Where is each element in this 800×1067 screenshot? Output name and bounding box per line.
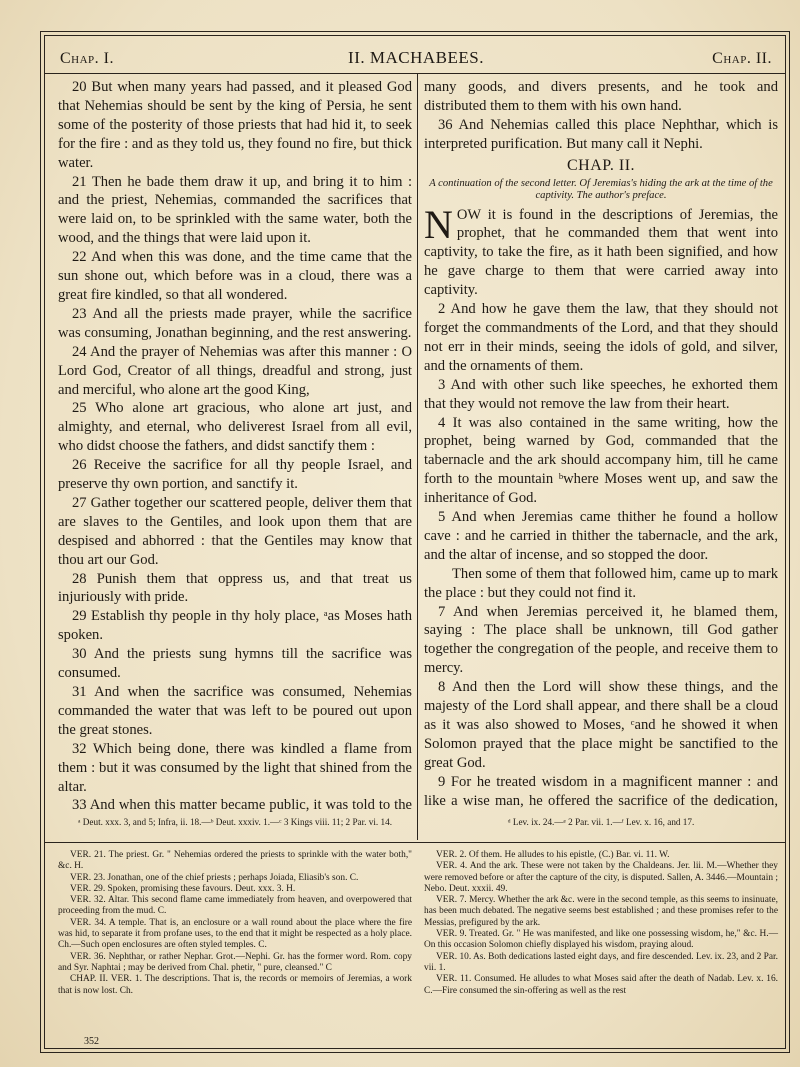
- header-left: Chap. I.: [60, 50, 115, 67]
- column-divider: [417, 74, 418, 840]
- verse: 29 Establish thy people in thy holy place, ᵃas Moses hath spoken.: [58, 608, 412, 644]
- verse: 33 And when this matter became public, it was told to the: [72, 797, 412, 813]
- left-column: [58, 78, 412, 813]
- note: VER. 4. And the ark. These were not taken by the Chaldeans. Jer. lii. M.—Whether they were removed before or after the capture of the city, is disputed. Sallen, A. 3446.—Mountain ; Nebo. Deut. xxxii. 49.: [424, 861, 778, 894]
- chapter-title: CHAP. II.: [566, 156, 636, 174]
- verse: 9 For he treated wisdom in a magnificent manner : and like a wise man, he offered the sacrifice of the dedication,: [424, 773, 778, 809]
- note: VER. 7. Mercy. Whether the ark &c. were in the second temple, as this seems to insinuate, has been much debated. The negative seems best established ; and these promises refer to the Messias, prefigured by the ark.: [424, 895, 778, 928]
- verse: 28 Punish them that oppress us, and that treat us injuriously with pride.: [58, 570, 412, 606]
- verse: Then some of them that followed him, came up to mark the place : but they could not find it.: [424, 565, 778, 601]
- chapter-summary: A continuation of the second letter. Of Jeremias's hiding the ark at the time of the captivity. The author's preface.: [429, 177, 773, 202]
- note: VER. 32. Altar. This second flame came immediately from heaven, and overpowered that proceeding from the mud. C.: [58, 895, 412, 917]
- verse: 2 And how he gave them the law, that they should not forget the commandments of the Lord, and that they should not err in their minds, seeing the idols of gold, and silver, and the ornaments of them.: [424, 301, 778, 374]
- verse: 27 Gather together our scattered people, deliver them that are slaves to the Gentiles, and look upon them that are despised and abhorred : that the Gentiles may know that thou art our God.: [58, 494, 412, 568]
- header-title: II. MACHABEES.: [348, 48, 484, 67]
- notes-rule: [44, 842, 786, 843]
- note: CHAP. II. VER. 1. The descriptions. That is, the records or memoirs of Jeremias, a work that is now lost. Ch.: [58, 974, 412, 996]
- verse: 20 But when many years had passed, and it pleased God that Nehemias should be sent by the king of Persia, he sent some of the posterity of those priests that had hid it, to seek for the fire : and as they told us, they found no fire, but thick water.: [58, 79, 412, 171]
- commentary-right: [424, 850, 778, 997]
- verse: 5 And when Jeremias came thither he found a hollow cave : and he carried in thither the tabernacle, and the ark, and the altar of incense, and so stopped the door.: [424, 509, 778, 563]
- note: VER. 36. Nephthar, or rather Nephar. Grot.—Nephi. Gr. has the former word. Rom. copy and Syr. Naphtai ; may be derived from Chal. phetir, " pure, cleansed." C: [58, 951, 412, 973]
- running-header: [60, 46, 772, 70]
- verse: 31 And when the sacrifice was consumed, Nehemias commanded the water that was left to be poured out upon the great stones.: [58, 684, 412, 738]
- right-column: [424, 78, 778, 813]
- verse: 8 And then the Lord will show these things, and the majesty of the Lord shall appear, and there shall be a cloud as it was also showed to Moses, ᶜand he showed it when Solomon prayed that the place might be sanctified to the great God.: [424, 679, 778, 771]
- cross-references-right: ᵈ Lev. ix. 24.—ᵉ 2 Par. vii. 1.—ᶠ Lev. x. 16, and 17.: [507, 817, 695, 827]
- verse: 4 It was also contained in the same writing, how the prophet, being warned by God, commanded that the tabernacle and the ark should accompany him, till he came forth to the mountain ᵇwhere Moses went up, and saw the inheritance of God.: [424, 414, 778, 507]
- note: VER. 23. Jonathan, one of the chief priests ; perhaps Joiada, Eliasib's son. C.: [70, 872, 359, 883]
- verse: 3 And with other such like speeches, he exhorted them that they would not remove the law from their heart.: [424, 376, 778, 412]
- verse: many goods, and divers presents, and he took and distributed them to them with his own hand.: [424, 79, 778, 114]
- verse: 7 And when Jeremias perceived it, he blamed them, saying : The place shall be unknown, till God gather together the congregation of the people, and receive them to mercy.: [424, 603, 778, 677]
- verse: 25 Who alone art gracious, who alone art just, and almighty, and eternal, who deliverest Israel from all evil, who didst choose the fathers, and didst sanctify them :: [58, 400, 412, 455]
- verse: 32 Which being done, there was kindled a flame from them : but it was consumed by the light that shined from the altar.: [58, 740, 412, 795]
- verse: 30 And the priests sung hymns till the sacrifice was consumed.: [58, 646, 412, 682]
- page-number: 352: [84, 1036, 99, 1047]
- verse: 36 And Nehemias called this place Nephthar, which is interpreted purification. But many call it Nephi.: [424, 116, 778, 152]
- header-rule: [44, 73, 786, 74]
- verse: 26 Receive the sacrifice for all thy people Israel, and preserve thy own portion, and sanctify it.: [58, 457, 412, 493]
- note: VER. 9. Treated. Gr. " He was manifested, and like one possessing wisdom, he," &c. H.—On this occasion Solomon chiefly displayed his wisdom, praying aloud.: [424, 929, 778, 951]
- header-right: Chap. II.: [712, 50, 772, 67]
- note: VER. 34. A temple. That is, an enclosure or a wall round about the place where the fire was hid, to separate it from profane uses, to the end that it might be respected as a holy place. Ch.—Such open enclosures are often styled temples. C.: [58, 917, 412, 951]
- verse: 23 And all the priests made prayer, while the sacrifice was consuming, Jonathan beginning, and the rest answering.: [58, 305, 412, 341]
- verse: 22 And when this was done, and the time came that the sun shone out, which before was in a cloud, there was a great fire kindled, so that all wondered.: [58, 249, 412, 303]
- drop-cap: N: [424, 201, 453, 247]
- verse: 24 And the prayer of Nehemias was after this manner : O Lord God, Creator of all things, dreadful and strong, just and merciful, who alone art the good King,: [58, 343, 412, 398]
- cross-references-left: ᵃ Deut. xxx. 3, and 5; Infra, ii. 18.—ᵇ Deut. xxxiv. 1.—ᶜ 3 Kings viii. 11; 2 Par. vi. 14.: [77, 817, 392, 827]
- note: VER. 11. Consumed. He alludes to what Moses said after the death of Nadab. Lev. x. 16. C.—Fire consumed the sin-offering as well as the rest: [424, 974, 778, 996]
- note: VER. 29. Spoken, promising these favours. Deut. xxx. 3. H.: [70, 883, 296, 894]
- note: VER. 10. As. Both dedications lasted eight days, and fire descended. Lev. ix. 23, and 2 Par. vii. 1.: [424, 951, 778, 973]
- verse-first: [424, 201, 778, 301]
- note: VER. 2. Of them. He alludes to his epistle, (C.) Bar. vi. 11. W.: [436, 850, 670, 860]
- verse: 21 Then he bade them draw it up, and bring it to him : and the priest, Nehemias, commanded the sacrifices that were laid on, to be sprinkled with the same water, both the wood, and the things that were laid upon it.: [58, 173, 412, 247]
- commentary-left: [58, 850, 412, 997]
- note: VER. 21. The priest. Gr. " Nehemias ordered the priests to sprinkle with the water both," &c. H.: [58, 850, 412, 872]
- verse-first-text: OW it is found in the descriptions of Jeremias, the prophet, that he commanded them that went into captivity, to take the fire, as it hath been signified, and how he gave charge to them that were carried away into captivity.: [424, 206, 778, 299]
